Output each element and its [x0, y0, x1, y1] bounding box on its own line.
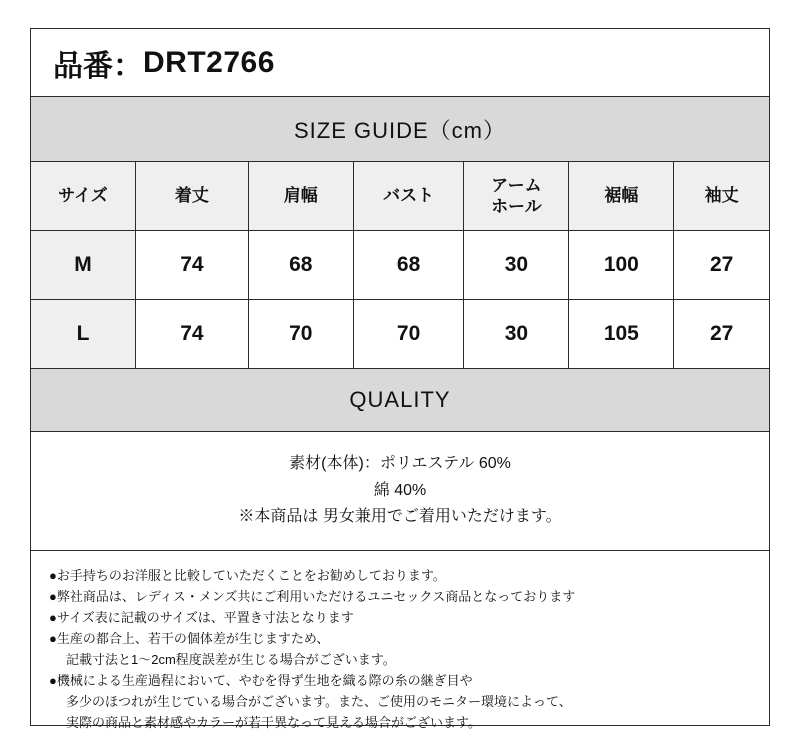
- column-header-hem-label: 裾幅: [604, 186, 639, 206]
- table-row: [31, 231, 769, 300]
- column-header-length-label: 着丈: [174, 186, 209, 206]
- cell-l-hem: 105: [569, 300, 674, 369]
- column-header-bust-label: バスト: [383, 186, 435, 206]
- cell-m-bust: 68: [353, 231, 464, 300]
- note-line: ●サイズ表に記載のサイズは、平置き寸法となります: [49, 610, 354, 626]
- column-header-shoulder-label: 肩幅: [283, 186, 318, 206]
- column-header-sleeve: [674, 162, 769, 231]
- quality-heading-band: [31, 369, 769, 432]
- note-line: 実際の商品と素材感やカラーが若干異なって見える場合がございます。: [66, 715, 481, 731]
- quality-material-line: 素材(本体)：ポリエステル 60%: [289, 454, 511, 472]
- column-header-sleeve-label: 袖丈: [704, 186, 739, 206]
- note-line: ●お手持ちのお洋服と比較していただくことをお勧めしております。: [49, 568, 446, 583]
- table-row: [31, 300, 769, 369]
- column-header-shoulder: [248, 162, 353, 231]
- cell-l-shoulder: 70: [248, 300, 353, 369]
- cell-m-armhole: 30: [464, 231, 569, 300]
- cell-m-length: 74: [135, 231, 248, 300]
- column-header-length: [135, 162, 248, 231]
- quality-unisex-note: ※本商品は 男女兼用でご着用いただけます。: [238, 508, 562, 526]
- cell-m-sleeve: 27: [674, 231, 769, 300]
- cell-l-armhole: 30: [464, 300, 569, 369]
- note-line: ●弊社商品は、レディス・メンズ共にご利用いただけるユニセックス商品となっております: [49, 589, 576, 605]
- row-size-m: M: [31, 231, 135, 300]
- product-number-value: DRT2766: [143, 45, 275, 79]
- column-header-armhole-label: アーム ホール: [491, 175, 542, 216]
- column-header-hem: [569, 162, 674, 231]
- cell-m-shoulder: 68: [248, 231, 353, 300]
- product-number-row: [31, 29, 769, 97]
- cell-l-length: 74: [135, 300, 248, 369]
- quality-heading: QUALITY: [349, 387, 451, 412]
- column-header-size-label: サイズ: [58, 186, 108, 206]
- column-header-size: [31, 162, 135, 231]
- note-line: 記載寸法と1〜2cm程度誤差が生じる場合がございます。: [66, 652, 396, 668]
- cell-l-bust: 70: [353, 300, 464, 369]
- table-header-row: [31, 162, 769, 231]
- size-guide-heading-band: [31, 97, 769, 162]
- note-line: ●機械による生産過程において、やむを得ず生地を織る際の糸の継ぎ目や: [49, 673, 473, 689]
- quality-cotton-line: 綿 40%: [373, 481, 427, 499]
- row-size-l: L: [31, 300, 135, 369]
- cell-l-sleeve: 27: [674, 300, 769, 369]
- size-table-head: [31, 162, 769, 231]
- column-header-bust: [353, 162, 464, 231]
- size-table: [31, 162, 769, 369]
- size-guide-frame: [30, 28, 770, 731]
- note-line: 多少のほつれが生じている場合がございます。また、ご使用のモニター環境によって、: [66, 694, 572, 710]
- product-number-label: 品番：: [53, 49, 143, 83]
- notes-section: [31, 551, 769, 743]
- size-table-body: [31, 231, 769, 369]
- size-guide-heading: SIZE GUIDE（cm）: [293, 117, 506, 143]
- cell-m-hem: 100: [569, 231, 674, 300]
- note-line: ●生産の都合上、若干の個体差が生じますため、: [49, 631, 330, 647]
- column-header-armhole: [464, 162, 569, 231]
- quality-body: [31, 432, 769, 551]
